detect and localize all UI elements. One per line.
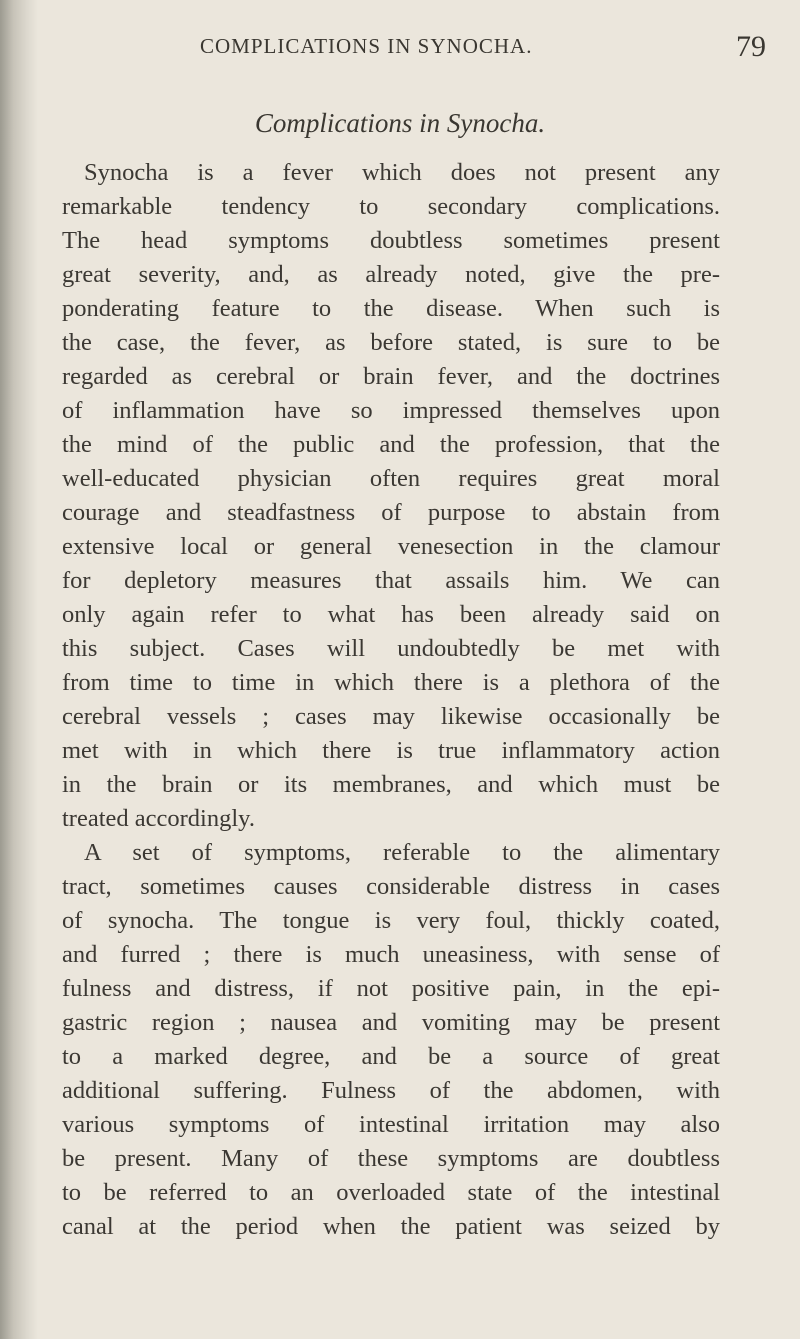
text-line: for depletory measures that assails him. We can bbox=[62, 567, 720, 594]
text-line: to a marked degree, and be a source of great bbox=[62, 1043, 720, 1070]
text-line: great severity, and, as already noted, give the pre- bbox=[62, 261, 720, 288]
text-line: cerebral vessels ; cases may likewise occasionally be bbox=[62, 703, 720, 730]
body-text bbox=[62, 156, 720, 1244]
text-line: the mind of the public and the profession, that the bbox=[62, 431, 720, 458]
text-line: gastric region ; nausea and vomiting may be present bbox=[62, 1009, 720, 1036]
paragraph bbox=[62, 156, 720, 836]
paragraph bbox=[62, 836, 720, 1244]
text-line: be present. Many of these symptoms are doubtless bbox=[62, 1145, 720, 1172]
text-line: courage and steadfastness of purpose to abstain from bbox=[62, 499, 720, 526]
text-line: additional suffering. Fulness of the abdomen, with bbox=[62, 1077, 720, 1104]
text-line: A set of symptoms, referable to the alimentary bbox=[84, 839, 720, 866]
text-line: well-educated physician often requires great moral bbox=[62, 465, 720, 492]
text-line: Synocha is a fever which does not present any bbox=[84, 159, 720, 186]
text-line: regarded as cerebral or brain fever, and the doctrines bbox=[62, 363, 720, 390]
text-line: treated accordingly. bbox=[62, 805, 255, 832]
text-line: remarkable tendency to secondary complications. bbox=[62, 193, 720, 220]
text-line: of synocha. The tongue is very foul, thickly coated, bbox=[62, 907, 720, 934]
text-line: tract, sometimes causes considerable distress in cases bbox=[62, 873, 720, 900]
text-line: from time to time in which there is a plethora of the bbox=[62, 669, 720, 696]
text-line: this subject. Cases will undoubtedly be met with bbox=[62, 635, 720, 662]
text-line: The head symptoms doubtless sometimes present bbox=[62, 227, 720, 254]
text-line: various symptoms of intestinal irritation may also bbox=[62, 1111, 720, 1138]
page-gutter-shadow bbox=[0, 0, 38, 1339]
text-line: the case, the fever, as before stated, is sure to be bbox=[62, 329, 720, 356]
text-line: extensive local or general venesection in the clamour bbox=[62, 533, 720, 560]
page-number: 79 bbox=[736, 30, 766, 63]
text-line: of inflammation have so impressed themselves upon bbox=[62, 397, 720, 424]
text-line: to be referred to an overloaded state of the intestinal bbox=[62, 1179, 720, 1206]
text-line: canal at the period when the patient was seized by bbox=[62, 1213, 720, 1240]
section-title: Complications in Synocha. bbox=[254, 108, 546, 138]
text-line: met with in which there is true inflammatory action bbox=[62, 737, 720, 764]
text-line: ponderating feature to the disease. When such is bbox=[62, 295, 720, 322]
text-line: only again refer to what has been already said on bbox=[62, 601, 720, 628]
text-line: in the brain or its membranes, and which must be bbox=[62, 771, 720, 798]
text-line: and furred ; there is much uneasiness, with sense of bbox=[62, 941, 720, 968]
text-line: fulness and distress, if not positive pain, in the epi- bbox=[62, 975, 720, 1002]
running-header: COMPLICATIONS IN SYNOCHA. bbox=[200, 34, 533, 58]
